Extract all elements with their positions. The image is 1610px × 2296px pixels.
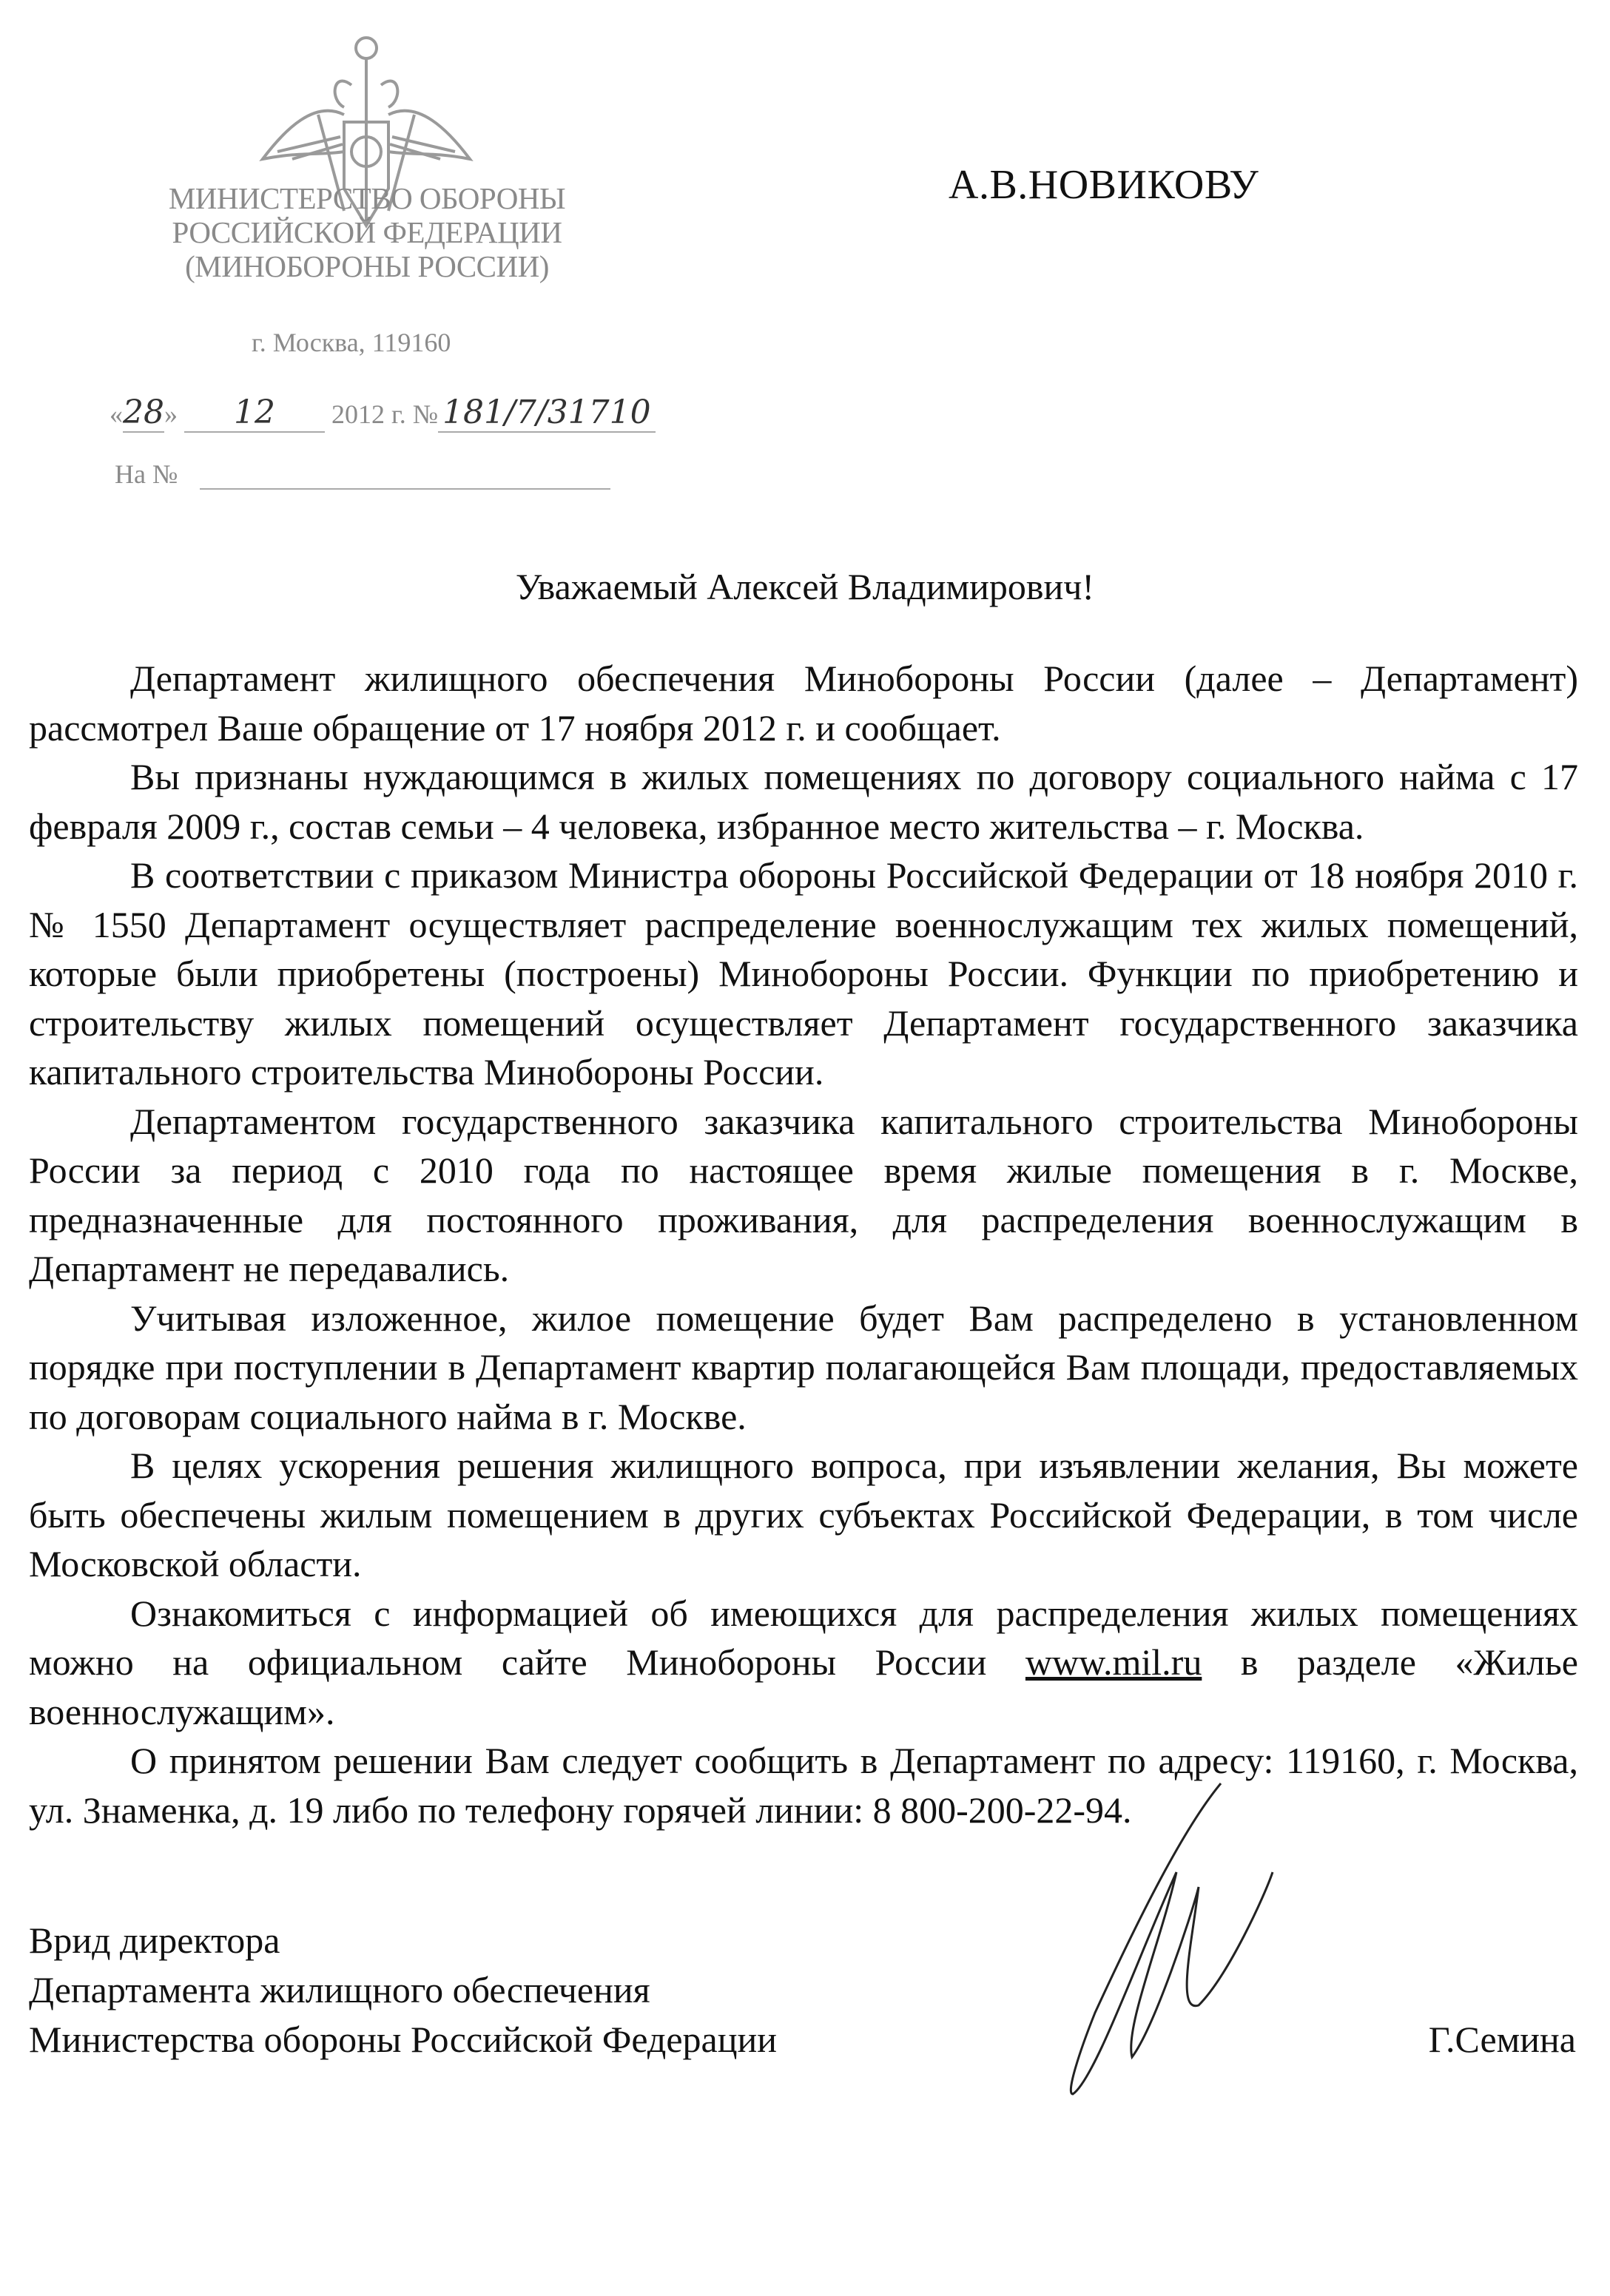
paragraph: Учитывая изложенное, жилое помещение будет Вам распределено в установленном порядке при поступлении в Департамент квартир полагающейся Вам площади, предоставляемых по договорам социального найма в г. Москве.	[29, 1297, 1578, 1437]
reply-to-label: На №	[115, 459, 178, 489]
paragraph: В соответствии с приказом Министра обороны Российской Федерации от 18 ноября 2010 г. № 1550 Департамент осуществляет распределение военнослужащим тех жилых помещений, которые были приобретены (построены) Минобороны России. Функции по приобретению и строительству жилых помещений осуществляет Департамент государственного заказчика капитального строительства Минобороны России.	[29, 854, 1578, 1093]
handwritten-signature	[1051, 1769, 1317, 2109]
reply-to-blank	[200, 466, 610, 490]
paragraph: Вы признаны нуждающимся в жилых помещениях по договору социального найма с 17 февраля 2009 г., состав семьи – 4 человека, избранное место жительства – г. Москва.	[29, 756, 1578, 847]
date-day: 28	[123, 394, 164, 431]
paragraph: Департаментом государственного заказчика капитального строительства Минобороны России за период с 2010 года по настоящее время жилые помещения в г. Москве, предназначенные для постоянного проживания, для распределения военнослужащим в Департамент не передавались.	[29, 1100, 1578, 1289]
letter-body	[29, 654, 1578, 2064]
ministry-name	[166, 181, 568, 283]
signatory-name: Г.Семина	[1428, 2019, 1576, 2060]
ministry-line: МИНИСТЕРСТВО ОБОРОНЫ	[168, 181, 566, 215]
signature-block	[29, 1916, 1578, 2064]
signatory-line: Врид директора	[29, 1919, 280, 1961]
website-link[interactable]: www.mil.ru	[1025, 1641, 1202, 1683]
ministry-line: (МИНОБОРОНЫ РОССИИ)	[185, 249, 549, 283]
paragraph: В целях ускорения решения жилищного вопроса, при изъявлении желания, Вы можете быть обеспечены жилым помещением в других субъектах Российской Федерации, в том числе Московской области.	[29, 1445, 1578, 1584]
reply-to-line	[115, 459, 610, 490]
paragraph: Департамент жилищного обеспечения Минобороны России (далее – Департамент) рассмотрел Ваше обращение от 17 ноября 2012 г. и сообщает.	[29, 658, 1578, 749]
signatory-line: Департамента жилищного обеспечения	[29, 1969, 650, 2010]
date-number-line	[110, 394, 656, 433]
date-year: 2012 г. №	[331, 399, 439, 429]
greeting: Уважаемый Алексей Владимирович!	[515, 566, 1095, 607]
ministry-line: РОССИЙСКОЙ ФЕДЕРАЦИИ	[172, 215, 562, 249]
signatory-line: Министерства обороны Российской Федерации	[29, 2019, 777, 2060]
paragraph: О принятом решении Вам следует сообщить в Департамент по адресу: 119160, г. Москва, ул. Знаменка, д. 19 либо по телефону горячей линии: 8 800-200-22-94.	[29, 1740, 1578, 1831]
text: Ознакомиться с информацией об имеющихся для распределения жилых помещениях можно на официальном сайте Минобороны России	[29, 1592, 1578, 1683]
quote-open: «	[110, 399, 123, 429]
addressee: А.В.НОВИКОВУ	[949, 162, 1259, 208]
paragraph-website	[29, 1589, 1578, 1737]
text: в разделе «Жилье военнослужащим».	[29, 1641, 1579, 1732]
date-month: 12	[184, 394, 325, 433]
quote-close: »	[164, 399, 178, 429]
outgoing-number: 181/7/31710	[438, 394, 656, 433]
city-postcode: г. Москва, 119160	[252, 328, 451, 357]
